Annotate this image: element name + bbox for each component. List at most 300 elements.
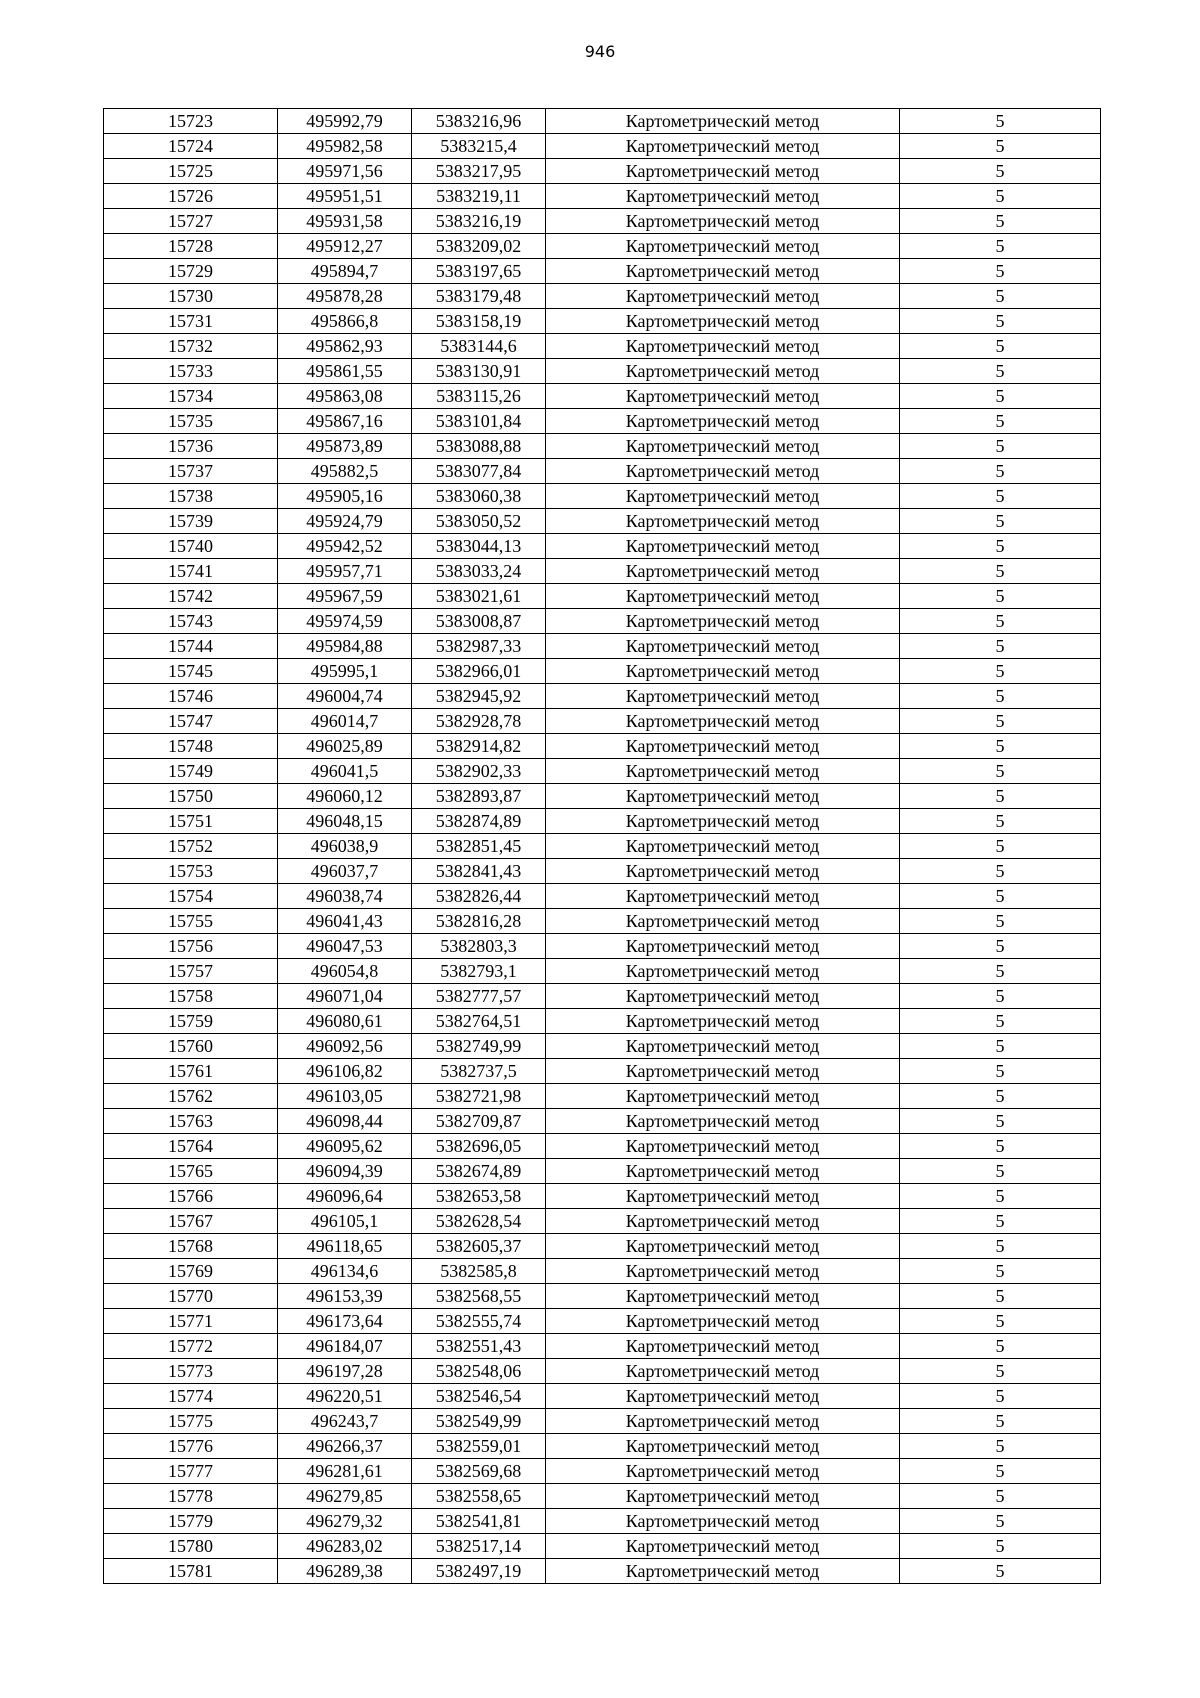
table-row [104,1559,1101,1584]
accuracy-cell: 5 [900,809,1101,834]
table-row [104,1209,1101,1234]
point-number-cell: 15753 [104,859,278,884]
table-row [104,1109,1101,1134]
method-cell: Картометрический метод [546,159,900,184]
point-number-cell: 15752 [104,834,278,859]
method-cell: Картометрический метод [546,1209,900,1234]
method-cell: Картометрический метод [546,884,900,909]
x-coordinate-cell: 495878,28 [278,284,412,309]
accuracy-cell: 5 [900,1209,1101,1234]
y-coordinate-cell: 5383044,13 [412,534,546,559]
accuracy-cell: 5 [900,1084,1101,1109]
x-coordinate-cell: 495905,16 [278,484,412,509]
accuracy-cell: 5 [900,509,1101,534]
y-coordinate-cell: 5382721,98 [412,1084,546,1109]
x-coordinate-cell: 496094,39 [278,1159,412,1184]
table-row [104,1309,1101,1334]
table-row [104,559,1101,584]
method-cell: Картометрический метод [546,1159,900,1184]
table-row [104,659,1101,684]
method-cell: Картометрический метод [546,1009,900,1034]
table-row [104,1009,1101,1034]
point-number-cell: 15776 [104,1434,278,1459]
method-cell: Картометрический метод [546,409,900,434]
y-coordinate-cell: 5382517,14 [412,1534,546,1559]
accuracy-cell: 5 [900,1259,1101,1284]
table-row [104,1534,1101,1559]
point-number-cell: 15748 [104,734,278,759]
method-cell: Картометрический метод [546,434,900,459]
accuracy-cell: 5 [900,359,1101,384]
accuracy-cell: 5 [900,334,1101,359]
table-row [104,234,1101,259]
method-cell: Картометрический метод [546,959,900,984]
table-row [104,109,1101,134]
method-cell: Картометрический метод [546,734,900,759]
accuracy-cell: 5 [900,1559,1101,1584]
method-cell: Картометрический метод [546,684,900,709]
table-row [104,1359,1101,1384]
method-cell: Картометрический метод [546,309,900,334]
x-coordinate-cell: 495931,58 [278,209,412,234]
x-coordinate-cell: 495863,08 [278,384,412,409]
table-row [104,534,1101,559]
method-cell: Картометрический метод [546,1134,900,1159]
table-row [104,584,1101,609]
method-cell: Картометрический метод [546,784,900,809]
method-cell: Картометрический метод [546,1384,900,1409]
y-coordinate-cell: 5383088,88 [412,434,546,459]
x-coordinate-cell: 496037,7 [278,859,412,884]
method-cell: Картометрический метод [546,759,900,784]
y-coordinate-cell: 5382764,51 [412,1009,546,1034]
accuracy-cell: 5 [900,534,1101,559]
y-coordinate-cell: 5383115,26 [412,384,546,409]
point-number-cell: 15732 [104,334,278,359]
table-row [104,1234,1101,1259]
x-coordinate-cell: 496106,82 [278,1059,412,1084]
accuracy-cell: 5 [900,434,1101,459]
method-cell: Картометрический метод [546,909,900,934]
y-coordinate-cell: 5382568,55 [412,1284,546,1309]
x-coordinate-cell: 496279,85 [278,1484,412,1509]
method-cell: Картометрический метод [546,859,900,884]
point-number-cell: 15766 [104,1184,278,1209]
accuracy-cell: 5 [900,1109,1101,1134]
x-coordinate-cell: 496047,53 [278,934,412,959]
accuracy-cell: 5 [900,1334,1101,1359]
accuracy-cell: 5 [900,1184,1101,1209]
x-coordinate-cell: 496281,61 [278,1459,412,1484]
accuracy-cell: 5 [900,634,1101,659]
accuracy-cell: 5 [900,759,1101,784]
table-row [104,1059,1101,1084]
x-coordinate-cell: 496048,15 [278,809,412,834]
table-row [104,1284,1101,1309]
method-cell: Картометрический метод [546,1034,900,1059]
y-coordinate-cell: 5382851,45 [412,834,546,859]
y-coordinate-cell: 5383179,48 [412,284,546,309]
method-cell: Картометрический метод [546,259,900,284]
y-coordinate-cell: 5382777,57 [412,984,546,1009]
page-number: 946 [584,42,616,61]
accuracy-cell: 5 [900,584,1101,609]
point-number-cell: 15751 [104,809,278,834]
y-coordinate-cell: 5382749,99 [412,1034,546,1059]
x-coordinate-cell: 495984,88 [278,634,412,659]
point-number-cell: 15744 [104,634,278,659]
table-row [104,1509,1101,1534]
method-cell: Картометрический метод [546,359,900,384]
x-coordinate-cell: 495861,55 [278,359,412,384]
x-coordinate-cell: 495942,52 [278,534,412,559]
table-row [104,309,1101,334]
accuracy-cell: 5 [900,684,1101,709]
point-number-cell: 15765 [104,1159,278,1184]
table-row [104,734,1101,759]
table-row [104,909,1101,934]
accuracy-cell: 5 [900,134,1101,159]
accuracy-cell: 5 [900,884,1101,909]
method-cell: Картометрический метод [546,209,900,234]
table-row [104,959,1101,984]
y-coordinate-cell: 5382803,3 [412,934,546,959]
accuracy-cell: 5 [900,834,1101,859]
accuracy-cell: 5 [900,734,1101,759]
x-coordinate-cell: 496054,8 [278,959,412,984]
point-number-cell: 15756 [104,934,278,959]
table-row [104,1259,1101,1284]
method-cell: Картометрический метод [546,134,900,159]
point-number-cell: 15769 [104,1259,278,1284]
accuracy-cell: 5 [900,984,1101,1009]
y-coordinate-cell: 5382914,82 [412,734,546,759]
method-cell: Картометрический метод [546,1409,900,1434]
table-row [104,1084,1101,1109]
y-coordinate-cell: 5382569,68 [412,1459,546,1484]
point-number-cell: 15759 [104,1009,278,1034]
point-number-cell: 15749 [104,759,278,784]
x-coordinate-cell: 496105,1 [278,1209,412,1234]
y-coordinate-cell: 5382816,28 [412,909,546,934]
point-number-cell: 15737 [104,459,278,484]
x-coordinate-cell: 496118,65 [278,1234,412,1259]
x-coordinate-cell: 495924,79 [278,509,412,534]
method-cell: Картометрический метод [546,984,900,1009]
table-row [104,359,1101,384]
table-row [104,1134,1101,1159]
method-cell: Картометрический метод [546,109,900,134]
method-cell: Картометрический метод [546,1084,900,1109]
table-row [104,834,1101,859]
y-coordinate-cell: 5382548,06 [412,1359,546,1384]
table-row [104,1409,1101,1434]
y-coordinate-cell: 5383033,24 [412,559,546,584]
accuracy-cell: 5 [900,184,1101,209]
x-coordinate-cell: 495967,59 [278,584,412,609]
accuracy-cell: 5 [900,659,1101,684]
x-coordinate-cell: 496095,62 [278,1134,412,1159]
x-coordinate-cell: 496014,7 [278,709,412,734]
point-number-cell: 15777 [104,1459,278,1484]
y-coordinate-cell: 5383219,11 [412,184,546,209]
method-cell: Картометрический метод [546,184,900,209]
y-coordinate-cell: 5382928,78 [412,709,546,734]
table-row [104,1484,1101,1509]
table-row [104,1384,1101,1409]
x-coordinate-cell: 495866,8 [278,309,412,334]
method-cell: Картометрический метод [546,384,900,409]
method-cell: Картометрический метод [546,334,900,359]
method-cell: Картометрический метод [546,1184,900,1209]
y-coordinate-cell: 5383008,87 [412,609,546,634]
x-coordinate-cell: 495971,56 [278,159,412,184]
point-number-cell: 15758 [104,984,278,1009]
method-cell: Картометрический метод [546,659,900,684]
table-row [104,859,1101,884]
table-row [104,509,1101,534]
point-number-cell: 15762 [104,1084,278,1109]
method-cell: Картометрический метод [546,1309,900,1334]
accuracy-cell: 5 [900,934,1101,959]
x-coordinate-cell: 496103,05 [278,1084,412,1109]
point-number-cell: 15739 [104,509,278,534]
y-coordinate-cell: 5382793,1 [412,959,546,984]
accuracy-cell: 5 [900,709,1101,734]
method-cell: Картометрический метод [546,709,900,734]
y-coordinate-cell: 5382555,74 [412,1309,546,1334]
point-number-cell: 15734 [104,384,278,409]
table-row [104,259,1101,284]
point-number-cell: 15733 [104,359,278,384]
point-number-cell: 15746 [104,684,278,709]
y-coordinate-cell: 5383021,61 [412,584,546,609]
x-coordinate-cell: 496220,51 [278,1384,412,1409]
point-number-cell: 15773 [104,1359,278,1384]
accuracy-cell: 5 [900,159,1101,184]
table-row [104,384,1101,409]
point-number-cell: 15736 [104,434,278,459]
method-cell: Картометрический метод [546,234,900,259]
y-coordinate-cell: 5382653,58 [412,1184,546,1209]
method-cell: Картометрический метод [546,1484,900,1509]
method-cell: Картометрический метод [546,1459,900,1484]
accuracy-cell: 5 [900,1159,1101,1184]
method-cell: Картометрический метод [546,484,900,509]
method-cell: Картометрический метод [546,1259,900,1284]
y-coordinate-cell: 5382585,8 [412,1259,546,1284]
y-coordinate-cell: 5383215,4 [412,134,546,159]
y-coordinate-cell: 5383217,95 [412,159,546,184]
x-coordinate-cell: 495992,79 [278,109,412,134]
point-number-cell: 15735 [104,409,278,434]
point-number-cell: 15738 [104,484,278,509]
method-cell: Картометрический метод [546,1284,900,1309]
table-row [104,1184,1101,1209]
table-row [104,784,1101,809]
table-row [104,159,1101,184]
x-coordinate-cell: 496184,07 [278,1334,412,1359]
point-number-cell: 15747 [104,709,278,734]
table-row [104,809,1101,834]
x-coordinate-cell: 496038,9 [278,834,412,859]
coordinates-table [103,108,1101,1584]
y-coordinate-cell: 5382841,43 [412,859,546,884]
method-cell: Картометрический метод [546,284,900,309]
x-coordinate-cell: 495912,27 [278,234,412,259]
y-coordinate-cell: 5383216,19 [412,209,546,234]
point-number-cell: 15729 [104,259,278,284]
point-number-cell: 15778 [104,1484,278,1509]
method-cell: Картометрический метод [546,1334,900,1359]
accuracy-cell: 5 [900,1359,1101,1384]
accuracy-cell: 5 [900,209,1101,234]
accuracy-cell: 5 [900,284,1101,309]
table-row [104,1459,1101,1484]
accuracy-cell: 5 [900,1059,1101,1084]
point-number-cell: 15770 [104,1284,278,1309]
y-coordinate-cell: 5382966,01 [412,659,546,684]
table-row [104,684,1101,709]
x-coordinate-cell: 495867,16 [278,409,412,434]
accuracy-cell: 5 [900,859,1101,884]
method-cell: Картометрический метод [546,1359,900,1384]
point-number-cell: 15760 [104,1034,278,1059]
x-coordinate-cell: 495882,5 [278,459,412,484]
x-coordinate-cell: 495894,7 [278,259,412,284]
y-coordinate-cell: 5382826,44 [412,884,546,909]
y-coordinate-cell: 5383101,84 [412,409,546,434]
y-coordinate-cell: 5382987,33 [412,634,546,659]
table-row [104,209,1101,234]
point-number-cell: 15767 [104,1209,278,1234]
point-number-cell: 15740 [104,534,278,559]
method-cell: Картометрический метод [546,509,900,534]
table-row [104,334,1101,359]
table-row [104,434,1101,459]
method-cell: Картометрический метод [546,634,900,659]
point-number-cell: 15774 [104,1384,278,1409]
y-coordinate-cell: 5382674,89 [412,1159,546,1184]
method-cell: Картометрический метод [546,1059,900,1084]
x-coordinate-cell: 496092,56 [278,1034,412,1059]
method-cell: Картометрический метод [546,1109,900,1134]
accuracy-cell: 5 [900,1309,1101,1334]
y-coordinate-cell: 5383209,02 [412,234,546,259]
accuracy-cell: 5 [900,559,1101,584]
x-coordinate-cell: 496060,12 [278,784,412,809]
y-coordinate-cell: 5382551,43 [412,1334,546,1359]
y-coordinate-cell: 5382558,65 [412,1484,546,1509]
x-coordinate-cell: 496173,64 [278,1309,412,1334]
x-coordinate-cell: 496266,37 [278,1434,412,1459]
table-row [104,609,1101,634]
x-coordinate-cell: 495974,59 [278,609,412,634]
accuracy-cell: 5 [900,1484,1101,1509]
y-coordinate-cell: 5382945,92 [412,684,546,709]
y-coordinate-cell: 5383158,19 [412,309,546,334]
accuracy-cell: 5 [900,309,1101,334]
y-coordinate-cell: 5383144,6 [412,334,546,359]
point-number-cell: 15750 [104,784,278,809]
accuracy-cell: 5 [900,1284,1101,1309]
y-coordinate-cell: 5382874,89 [412,809,546,834]
method-cell: Картометрический метод [546,809,900,834]
table-row [104,484,1101,509]
x-coordinate-cell: 496071,04 [278,984,412,1009]
accuracy-cell: 5 [900,1009,1101,1034]
method-cell: Картометрический метод [546,1234,900,1259]
point-number-cell: 15780 [104,1534,278,1559]
x-coordinate-cell: 495873,89 [278,434,412,459]
point-number-cell: 15772 [104,1334,278,1359]
point-number-cell: 15725 [104,159,278,184]
point-number-cell: 15775 [104,1409,278,1434]
x-coordinate-cell: 496041,43 [278,909,412,934]
table-row [104,134,1101,159]
table-row [104,1159,1101,1184]
accuracy-cell: 5 [900,1384,1101,1409]
point-number-cell: 15771 [104,1309,278,1334]
point-number-cell: 15727 [104,209,278,234]
point-number-cell: 15761 [104,1059,278,1084]
y-coordinate-cell: 5383216,96 [412,109,546,134]
y-coordinate-cell: 5383050,52 [412,509,546,534]
x-coordinate-cell: 496096,64 [278,1184,412,1209]
y-coordinate-cell: 5382737,5 [412,1059,546,1084]
method-cell: Картометрический метод [546,459,900,484]
point-number-cell: 15730 [104,284,278,309]
point-number-cell: 15742 [104,584,278,609]
x-coordinate-cell: 496134,6 [278,1259,412,1284]
x-coordinate-cell: 496098,44 [278,1109,412,1134]
point-number-cell: 15779 [104,1509,278,1534]
accuracy-cell: 5 [900,1509,1101,1534]
method-cell: Картометрический метод [546,1559,900,1584]
accuracy-cell: 5 [900,384,1101,409]
x-coordinate-cell: 496153,39 [278,1284,412,1309]
y-coordinate-cell: 5382559,01 [412,1434,546,1459]
accuracy-cell: 5 [900,234,1101,259]
y-coordinate-cell: 5382709,87 [412,1109,546,1134]
x-coordinate-cell: 496243,7 [278,1409,412,1434]
table-row [104,184,1101,209]
y-coordinate-cell: 5382549,99 [412,1409,546,1434]
y-coordinate-cell: 5382605,37 [412,1234,546,1259]
table-row [104,459,1101,484]
y-coordinate-cell: 5383077,84 [412,459,546,484]
accuracy-cell: 5 [900,484,1101,509]
point-number-cell: 15728 [104,234,278,259]
table-row [104,759,1101,784]
y-coordinate-cell: 5382541,81 [412,1509,546,1534]
method-cell: Картометрический метод [546,834,900,859]
point-number-cell: 15726 [104,184,278,209]
point-number-cell: 15764 [104,1134,278,1159]
point-number-cell: 15731 [104,309,278,334]
point-number-cell: 15743 [104,609,278,634]
accuracy-cell: 5 [900,959,1101,984]
table-row [104,409,1101,434]
x-coordinate-cell: 496025,89 [278,734,412,759]
accuracy-cell: 5 [900,1234,1101,1259]
x-coordinate-cell: 496041,5 [278,759,412,784]
table-body [104,109,1101,1584]
y-coordinate-cell: 5383130,91 [412,359,546,384]
point-number-cell: 15757 [104,959,278,984]
x-coordinate-cell: 496289,38 [278,1559,412,1584]
y-coordinate-cell: 5382893,87 [412,784,546,809]
